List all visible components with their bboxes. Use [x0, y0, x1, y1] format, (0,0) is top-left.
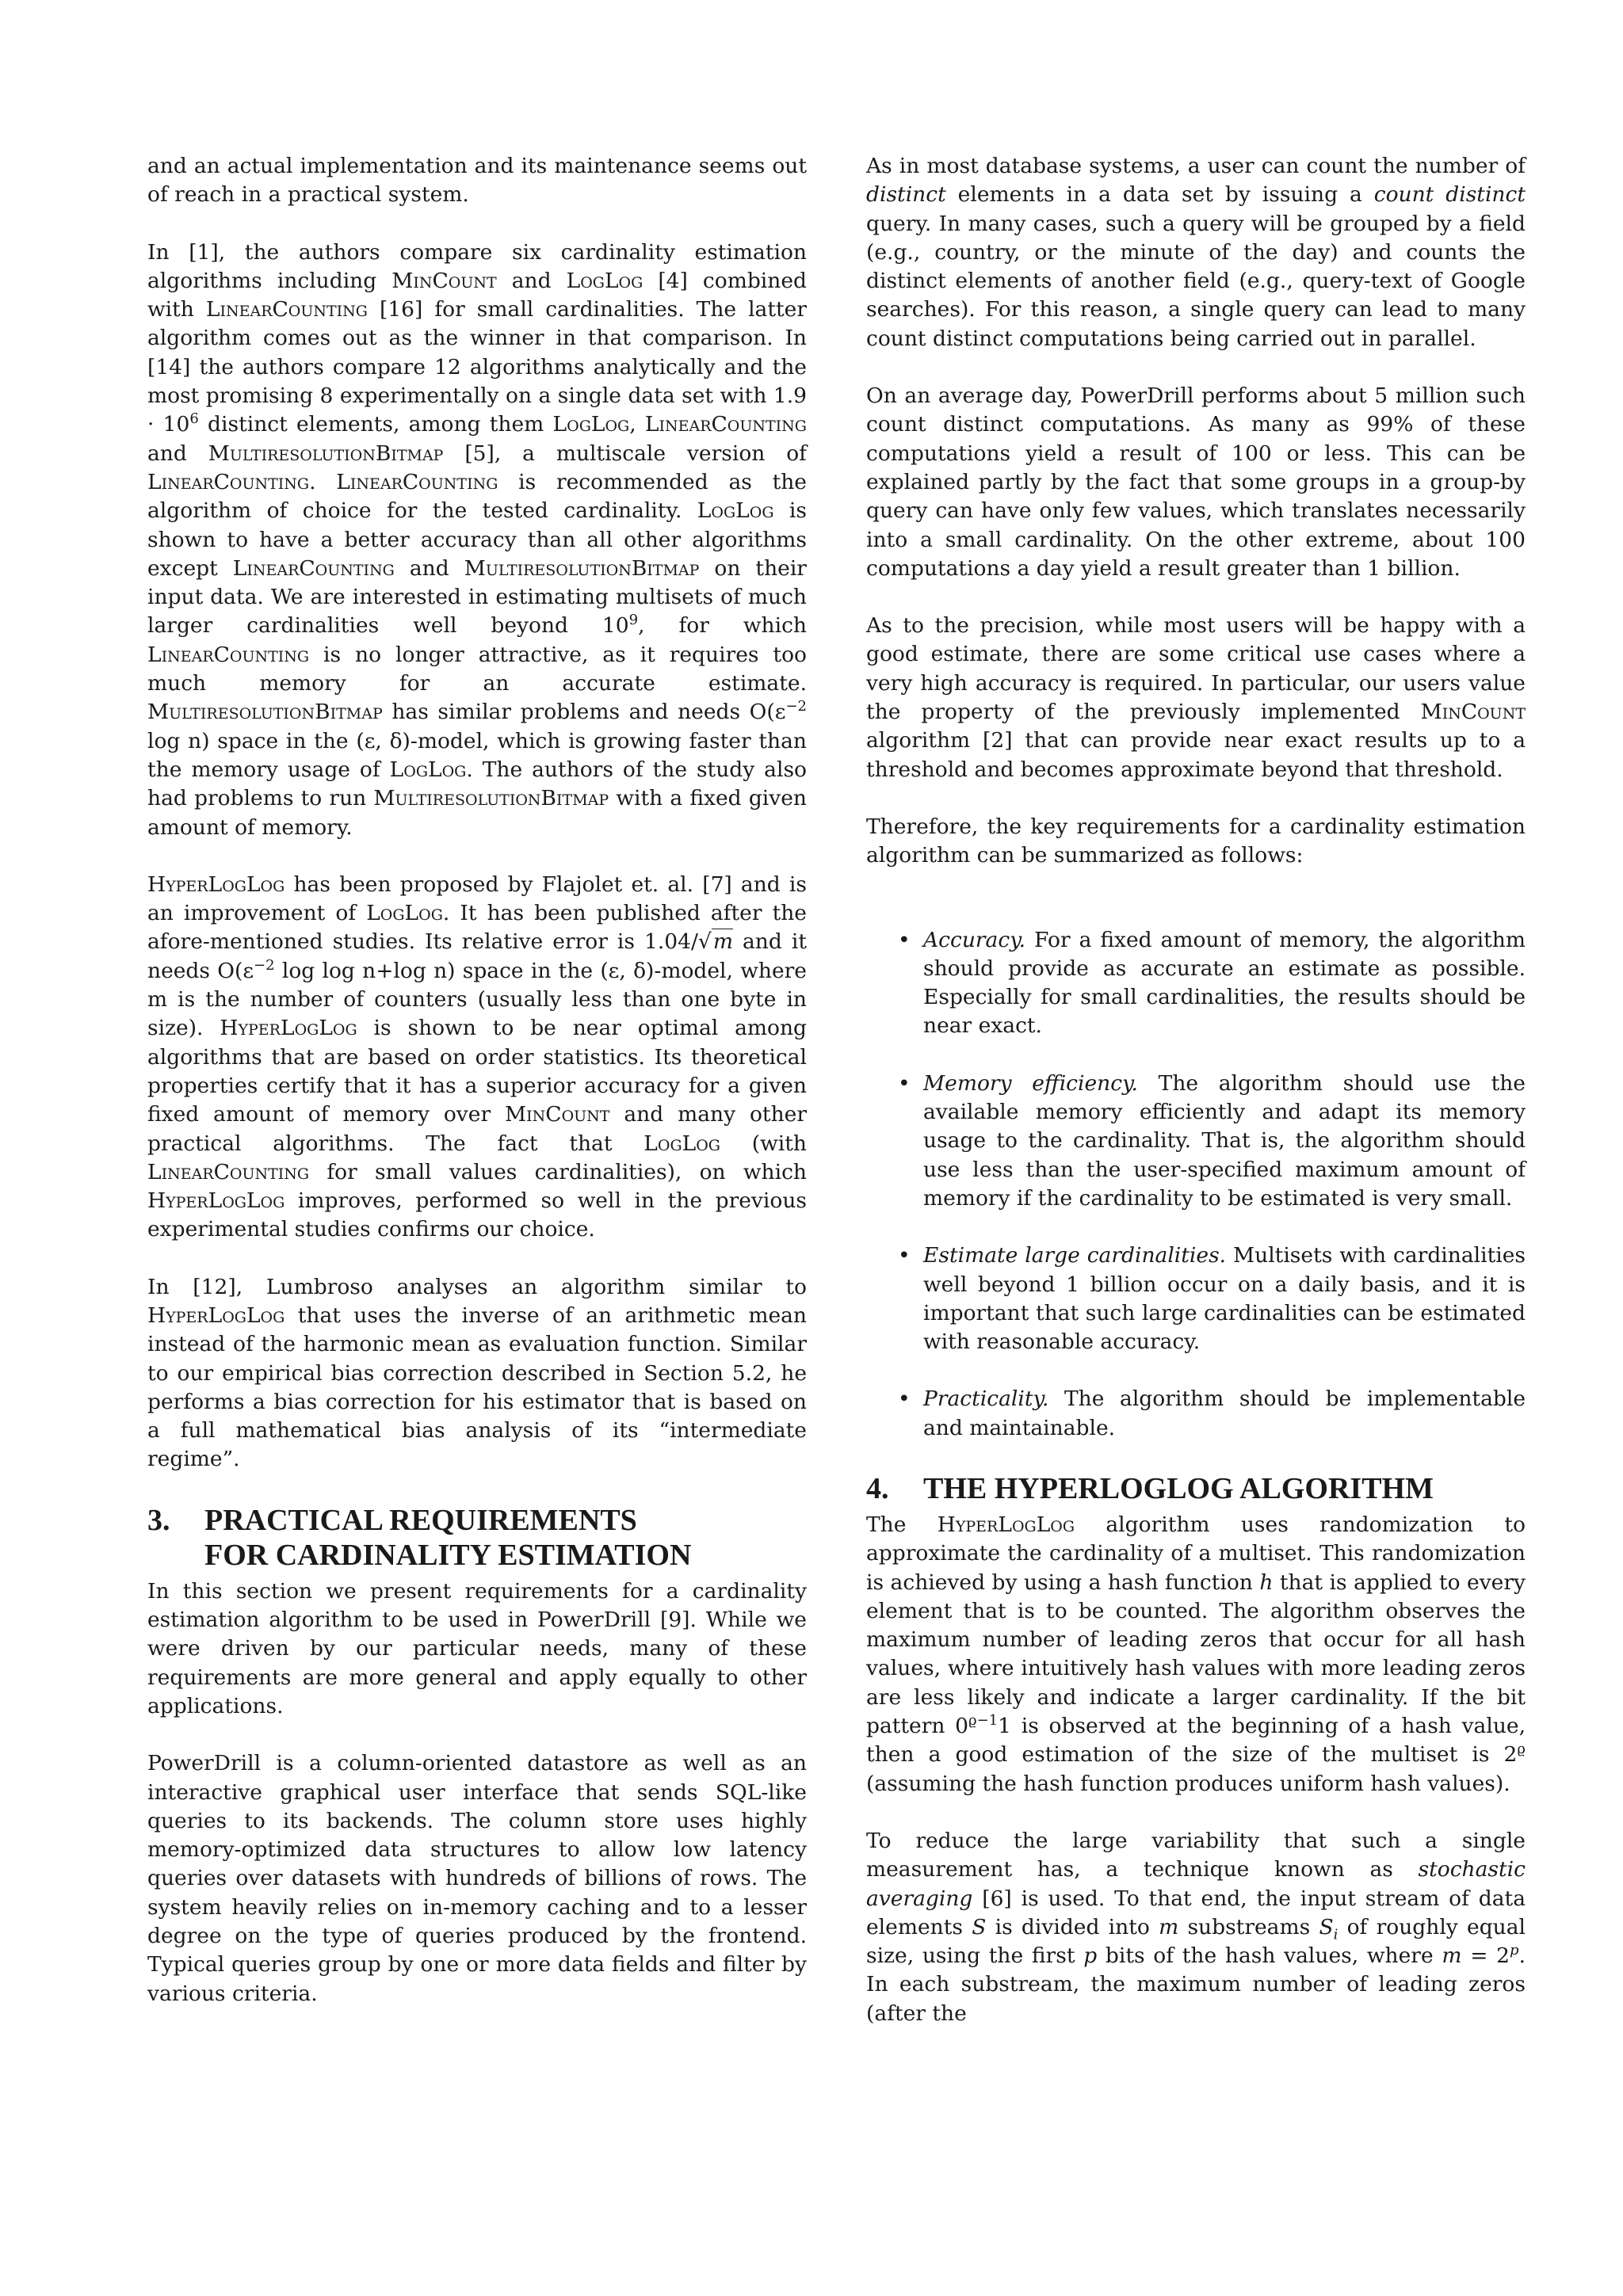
- paragraph-related-work-comparison: In [1], the authors compare six cardinality estimation algorithms including MinCount and LogLog [4] combined with LinearCounting [16] for small cardinalities. The latter algorithm comes out as the winner in that comparison. In [14] the authors compare 12 algorithms analytically and the most promising 8 experimentally on a single data set with $1.9 \cdot 10^6$ distinct elements, among them LogLog, LinearCounting and MultiresolutionBitmap [5], a multiscale version of LinearCounting. LinearCounting is recommended as the algorithm of choice for the tested cardinality. LogLog is shown to have a better accuracy than all other algorithms except LinearCounting and MultiresolutionBitmap on their input data. We are interested in estimating multisets of much larger cardinalities well beyond $10^9$, for which LinearCounting is no longer attractive, as it requires too much memory for an accurate estimate. MultiresolutionBitmap has similar problems and needs $O(\varepsilon^{-2}$ log n) space in the (ε, δ)-model, which is growing faster than the memory usage of LogLog. The authors of the study also had problems to run MultiresolutionBitmap with a fixed given amount of memory.: [147, 239, 807, 840]
- paragraph-key-requirements: Therefore, the key requirements for a cardinality estimation algorithm can be summarized as follows:: [866, 814, 1526, 868]
- paragraph-stochastic-averaging: To reduce the large variability that such a single measurement has, a technique known as stochastic averaging [6] is used. To that end, the input stream of data elements S is divided into m substreams $S_i$ of roughly equal size, using the first p bits of the hash values, where $m = 2^p$. In each substream, the maximum number of leading zeros (after the: [866, 1828, 1526, 2026]
- requirements-list: [866, 926, 1526, 1443]
- paragraph-requirements-intro: In this section we present requirements for a cardinality estimation algorithm to be used in PowerDrill [9]. While we were driven by our particular needs, many of these requirements are more general and apply equally to other applications.: [147, 1578, 807, 1718]
- paragraph-average-day: On an average day, PowerDrill performs about 5 million such count distinct computations. As many as 99% of these computations yield a result of 100 or less. This can be explained partly by the fact that some groups in a group-by query can have only few values, which translates necessarily into a small cardinality. On the other extreme, about 100 computations a day yield a result greater than 1 billion.: [866, 383, 1526, 581]
- paragraph-count-distinct: As in most database systems, a user can count the number of distinct elements in a data set by issuing a count distinct query. In many cases, such a query will be grouped by a field (e.g., country, or the minute of the day) and counts the distinct elements of another field (e.g., query-text of Google searches). For this reason, a single query can lead to many count distinct computations being carried out in parallel.: [866, 154, 1526, 351]
- list-item: • Accuracy. For a fixed amount of memory, the algorithm should provide as accurate an estimate as possible. Especially for small cardinalities, the results should be near exact.: [898, 927, 1526, 1039]
- section-4-heading: 4. THE HYPERLOGLOG ALGORITHM: [866, 1471, 1434, 1505]
- paragraph-lumbroso: In [12], Lumbroso analyses an algorithm similar to HyperLogLog that uses the inverse of an arithmetic mean instead of the harmonic mean as evaluation function. Similar to our empirical bias correction described in Section 5.2, he performs a bias correction for his estimator that is based on a full mathematical bias analysis of its “intermediate regime”.: [147, 1274, 807, 1472]
- left-column: [147, 152, 807, 2037]
- paragraph-hyperloglog-algorithm: The HyperLogLog algorithm uses randomization to approximate the cardinality of a multiset. This randomization is achieved by using a hash function h that is applied to every element that is to be counted. The algorithm observes the maximum number of leading zeros that occur for all hash values, where intuitively hash values with more leading zeros are less likely and indicate a larger cardinality. If the bit pattern $0^{ϱ-1}1$ is observed at the beginning of a hash value, then a good estimation of the size of the multiset is $2^ϱ$ (assuming the hash function produces uniform hash values).: [866, 1512, 1526, 1796]
- list-item: • Estimate large cardinalities. Multisets with cardinalities well beyond 1 billion occur on a daily basis, and it is important that such large cardinalities can be estimated with reasonable accuracy.: [898, 1243, 1526, 1355]
- right-column: [866, 152, 1526, 2057]
- list-item: • Practicality. The algorithm should be implementable and maintainable.: [898, 1386, 1526, 1440]
- paragraph-continuation: and an actual implementation and its maintenance seems out of reach in a practical system.: [147, 154, 807, 208]
- paragraph-powerdrill: PowerDrill is a column-oriented datastore as well as an interactive graphical user interface that sends SQL-like queries to its backends. The column store uses highly memory-optimized data structures to allow low latency queries over datasets with hundreds of billions of rows. The system heavily relies on in-memory caching and to a lesser degree on the type of queries produced by the frontend. Typical queries group by one or more data fields and filter by various criteria.: [147, 1751, 807, 2006]
- paragraph-precision: As to the precision, while most users will be happy with a good estimate, there are some critical use cases where a very high accuracy is required. In particular, our users value the property of the previously implemented MinCount algorithm [2] that can provide near exact results up to a threshold and becomes approximate beyond that threshold.: [866, 613, 1526, 782]
- section-3-heading: 3. PRACTICAL REQUIREMENTS FOR CARDINALITY ESTIMATION: [147, 1503, 692, 1572]
- paragraph-hyperloglog-intro: HyperLogLog has been proposed by Flajolet et. al. [7] and is an improvement of LogLog. It has been published after the afore-mentioned studies. Its relative error is 1.04/√m and it needs $O(\varepsilon^{-2}$ log log n+log n) space in the (ε, δ)-model, where m is the number of counters (usually less than one byte in size). HyperLogLog is shown to be near optimal among algorithms that are based on order statistics. Its theoretical properties certify that it has a superior accuracy for a given fixed amount of memory over MinCount and many other practical algorithms. The fact that LogLog (with LinearCounting for small values cardinalities), on which HyperLogLog improves, performed so well in the previous experimental studies confirms our choice.: [147, 871, 807, 1242]
- list-item: • Memory efficiency. The algorithm should use the available memory efficiently and adapt its memory usage to the cardinality. That is, the algorithm should use less than the user-specified maximum amount of memory if the cardinality to be estimated is very small.: [898, 1070, 1526, 1211]
